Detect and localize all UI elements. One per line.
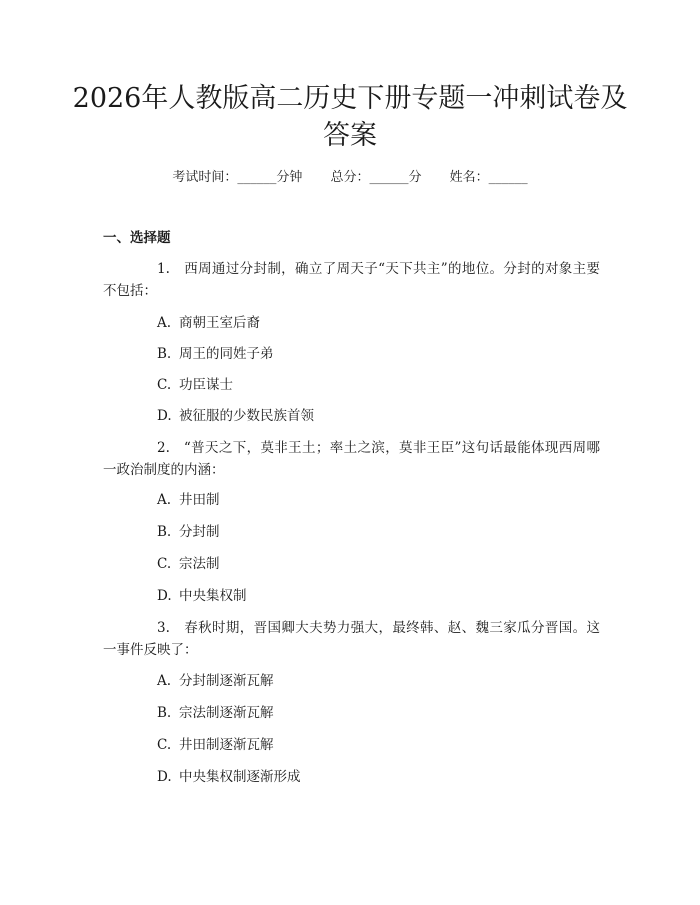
option-label: C. [157, 377, 172, 393]
question-2-option-d [157, 586, 247, 606]
exam-time-label: 考试时间：______分钟 [172, 170, 303, 185]
question-2-option-b [157, 522, 220, 542]
section-heading: 一、选择题 [103, 230, 171, 246]
option-text: 中央集权制逐渐形成 [179, 769, 301, 785]
option-text: 井田制 [179, 492, 220, 508]
option-text: 功臣谋士 [179, 377, 233, 393]
option-label: A. [157, 673, 172, 689]
option-label: A. [157, 492, 172, 508]
option-text: 商朝王室后裔 [179, 315, 260, 331]
question-1-option-d [157, 406, 314, 426]
option-text: 分封制逐渐瓦解 [179, 673, 274, 689]
total-score-label: 总分：______分 [330, 170, 422, 185]
page-title: 2026年人教版高二历史下册专题一冲刺试卷及答案 [72, 83, 628, 151]
question-3-option-d [157, 767, 301, 787]
question-3-option-c [157, 735, 274, 755]
option-text: 宗法制逐渐瓦解 [179, 705, 274, 721]
question-1-option-b [157, 344, 274, 364]
question-number: 3. [157, 620, 170, 636]
student-name-label: 姓名：______ [449, 170, 528, 185]
question-3-option-b [157, 703, 274, 723]
option-label: B. [157, 524, 172, 540]
option-label: B. [157, 346, 172, 362]
option-label: C. [157, 556, 172, 572]
option-text: 周王的同姓子弟 [179, 346, 274, 362]
question-number: 2. [157, 440, 170, 456]
option-text: 中央集权制 [179, 588, 247, 604]
question-stem: 春秋时期，晋国卿大夫势力强大，最终韩、赵、魏三家瓜分晋国。这一事件反映了： [103, 620, 600, 658]
question-2-option-c [157, 554, 220, 574]
option-text: 宗法制 [179, 556, 220, 572]
option-label: D. [157, 588, 172, 604]
option-label: B. [157, 705, 172, 721]
question-3-option-a [157, 671, 274, 691]
question-2 [103, 437, 600, 481]
question-2-option-a [157, 490, 220, 510]
question-3 [103, 617, 600, 661]
option-text: 分封制 [179, 524, 220, 540]
question-1-option-a [157, 313, 260, 333]
option-label: A. [157, 315, 172, 331]
question-1 [103, 258, 600, 302]
option-label: C. [157, 737, 172, 753]
exam-info-line [0, 168, 700, 188]
question-number: 1. [157, 261, 170, 277]
question-stem: 西周通过分封制，确立了周天子“天下共主”的地位。分封的对象主要不包括： [103, 261, 600, 299]
option-text: 井田制逐渐瓦解 [179, 737, 274, 753]
option-label: D. [157, 408, 172, 424]
option-label: D. [157, 769, 172, 785]
question-stem: “普天之下，莫非王土；率土之滨，莫非王臣”这句话最能体现西周哪一政治制度的内涵： [103, 440, 600, 478]
question-1-option-c [157, 375, 233, 395]
option-text: 被征服的少数民族首领 [179, 408, 314, 424]
